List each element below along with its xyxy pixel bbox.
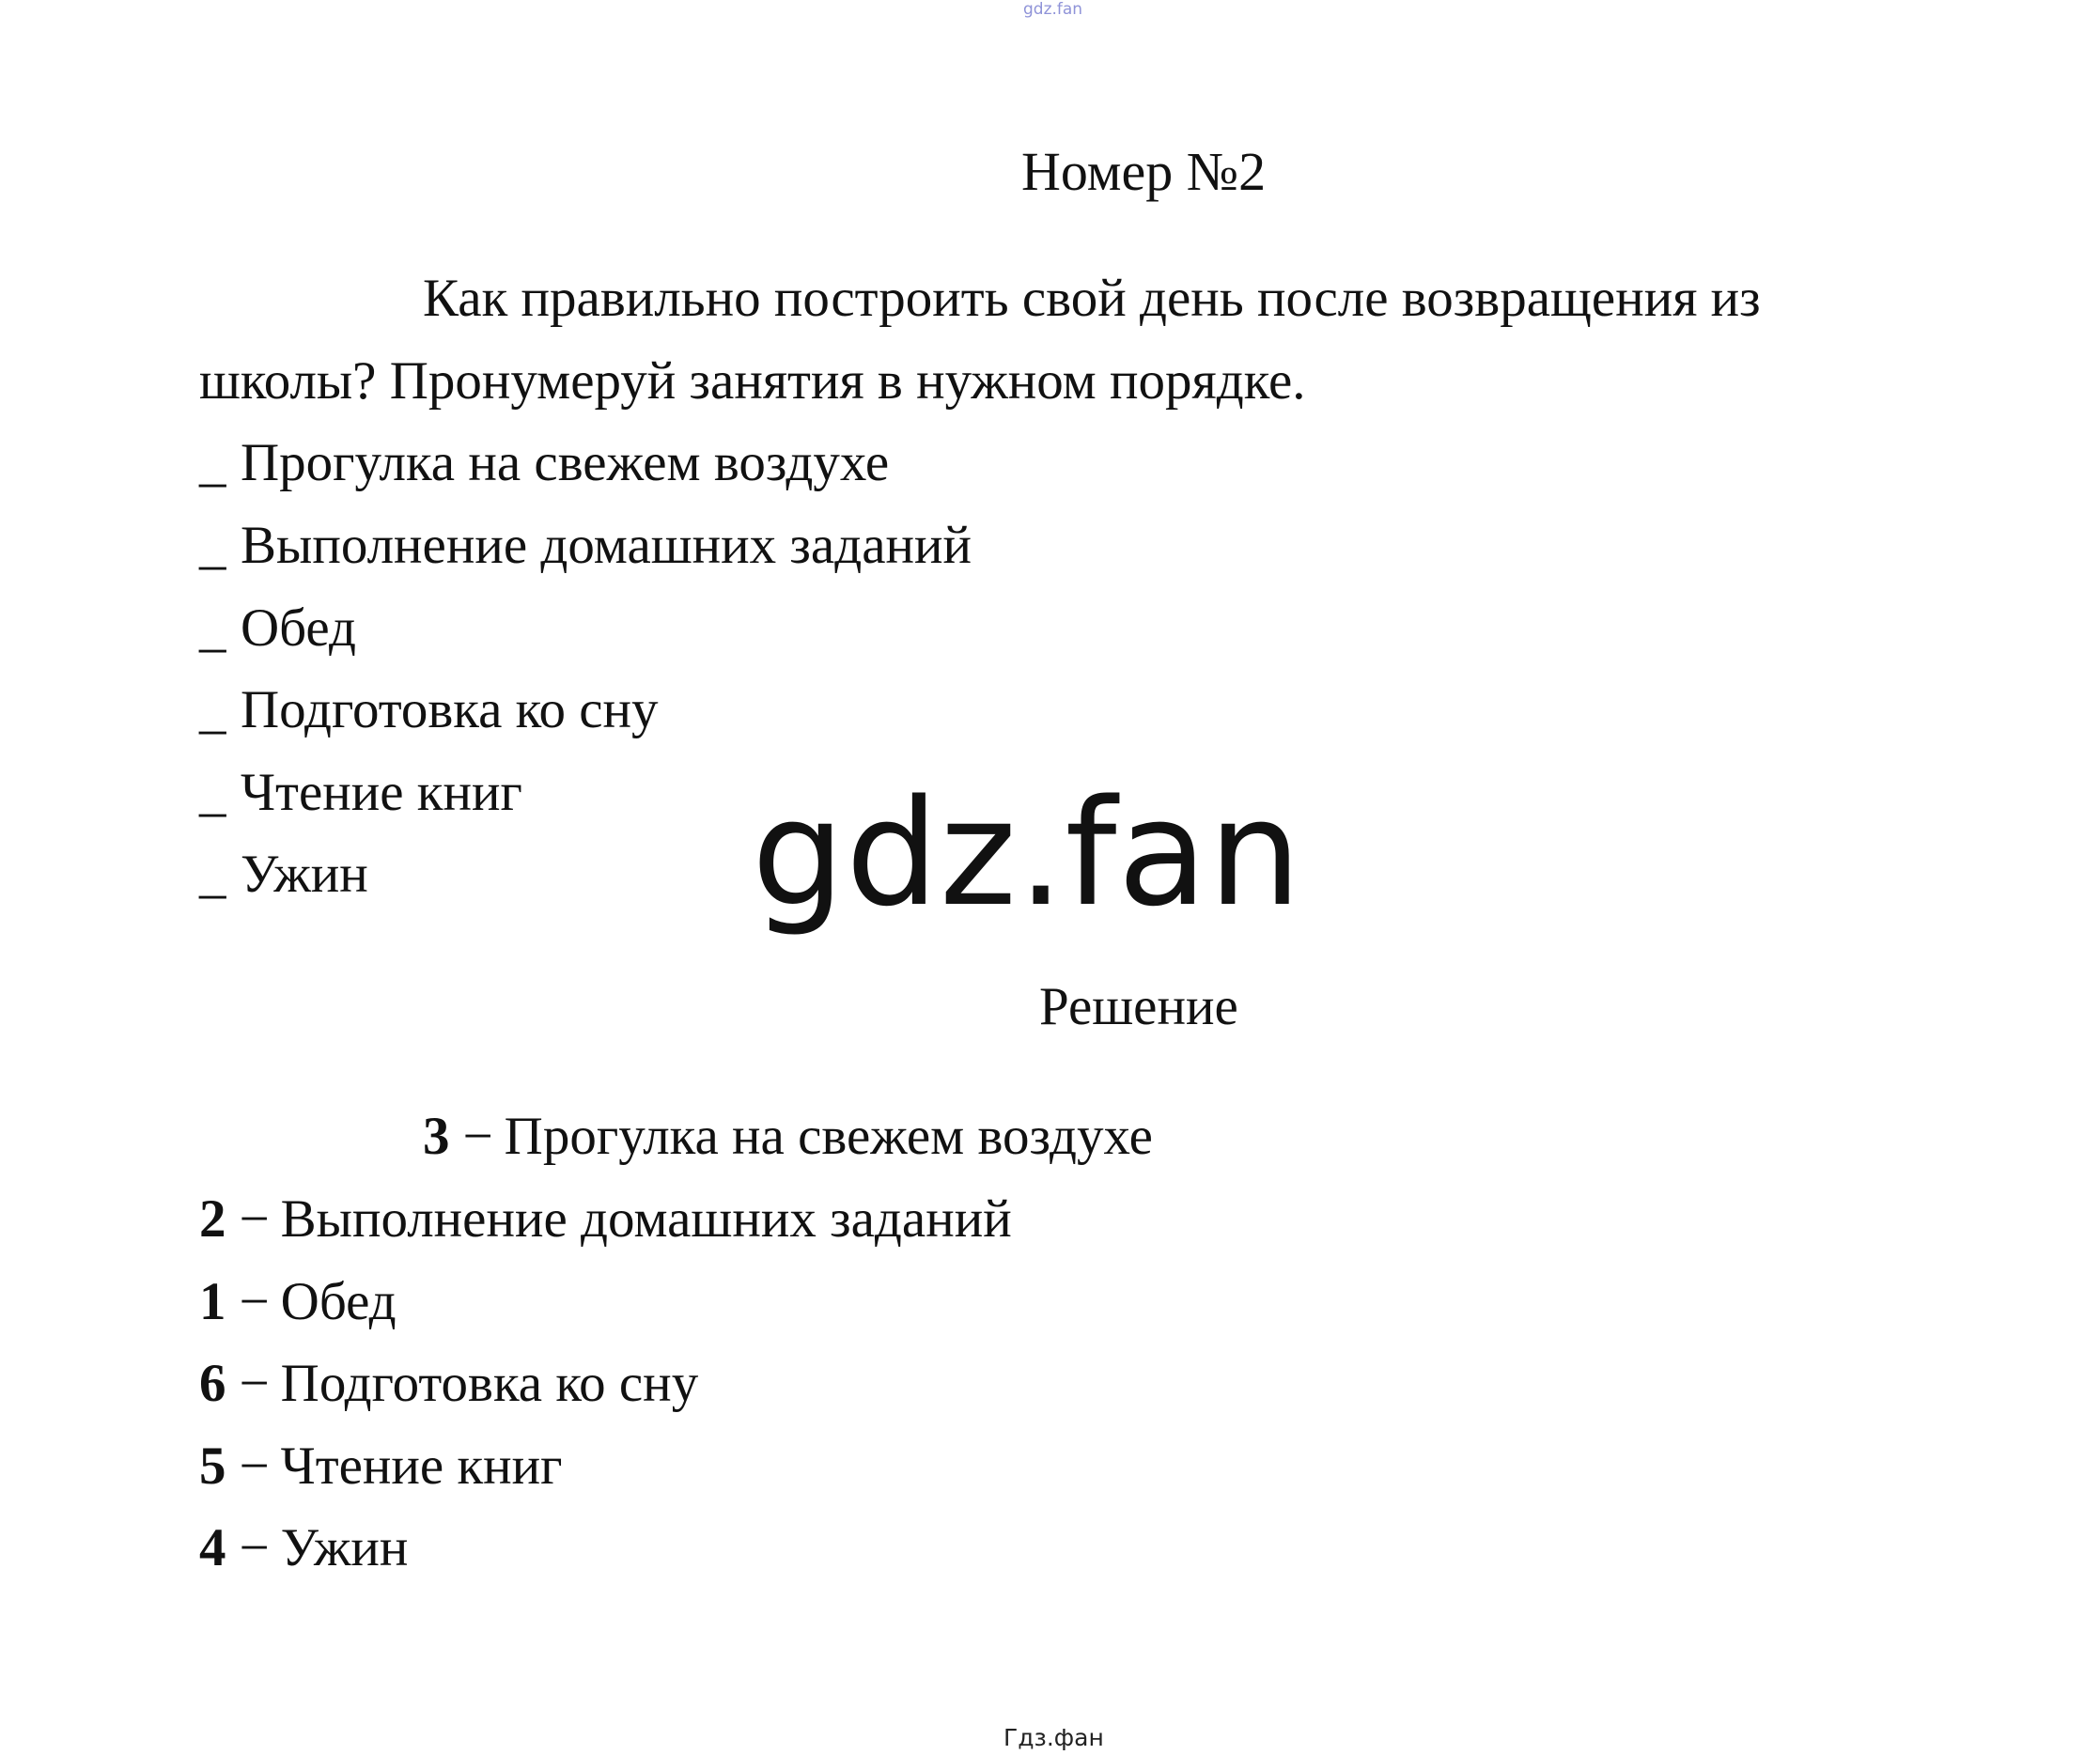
task-text-line-2: школы? Пронумеруй занятия в нужном порядке. bbox=[199, 351, 1306, 411]
blank-marker: _ bbox=[199, 516, 226, 575]
task-text-line-1: Как правильно построить свой день после возвращения из bbox=[423, 269, 1761, 328]
answer-dash: − bbox=[239, 1354, 270, 1413]
answer-label: Ужин bbox=[280, 1518, 409, 1577]
answer-dash: − bbox=[239, 1272, 270, 1331]
task-item-label: Подготовка ко сну bbox=[241, 680, 659, 739]
footer-watermark: Гдз.фан bbox=[1003, 1724, 1104, 1751]
answer-row bbox=[423, 1107, 1153, 1166]
blank-marker: _ bbox=[199, 680, 226, 739]
answer-row bbox=[199, 1518, 409, 1577]
answer-number: 2 bbox=[199, 1189, 226, 1249]
answer-number: 5 bbox=[199, 1437, 226, 1496]
blank-marker: _ bbox=[199, 845, 226, 904]
task-item-label: Обед bbox=[241, 598, 356, 658]
solution-heading: Решение bbox=[1039, 977, 1238, 1036]
answer-row bbox=[199, 1272, 397, 1331]
page-title: Номер №2 bbox=[1021, 141, 1267, 202]
answer-row bbox=[199, 1354, 699, 1413]
answer-dash: − bbox=[239, 1518, 270, 1577]
task-item bbox=[199, 516, 972, 575]
task-item bbox=[199, 598, 356, 658]
answer-number: 1 bbox=[199, 1272, 226, 1331]
answer-number: 6 bbox=[199, 1354, 226, 1413]
answer-label: Чтение книг bbox=[280, 1437, 563, 1496]
task-item bbox=[199, 433, 890, 492]
answer-dash: − bbox=[462, 1107, 493, 1166]
blank-marker: _ bbox=[199, 763, 226, 822]
blank-marker: _ bbox=[199, 598, 226, 658]
task-item-label: Чтение книг bbox=[241, 763, 522, 822]
blank-marker: _ bbox=[199, 433, 226, 492]
task-item-label: Прогулка на свежем воздухе bbox=[241, 433, 890, 492]
answer-number: 4 bbox=[199, 1518, 226, 1577]
answer-label: Прогулка на свежем воздухе bbox=[504, 1107, 1153, 1166]
answer-label: Подготовка ко сну bbox=[280, 1354, 699, 1413]
task-item-label: Выполнение домашних заданий bbox=[241, 516, 972, 575]
top-watermark: gdz.fan bbox=[1023, 0, 1083, 19]
answer-number: 3 bbox=[423, 1107, 450, 1166]
answer-dash: − bbox=[239, 1437, 270, 1496]
answer-dash: − bbox=[239, 1189, 270, 1249]
task-item-label: Ужин bbox=[241, 845, 368, 904]
task-item bbox=[199, 845, 368, 904]
answer-row bbox=[199, 1189, 1012, 1249]
task-item bbox=[199, 763, 522, 822]
answer-label: Выполнение домашних заданий bbox=[280, 1189, 1012, 1249]
center-watermark: gdz.fan bbox=[752, 768, 1302, 939]
answer-row bbox=[199, 1437, 563, 1496]
answer-label: Обед bbox=[280, 1272, 397, 1331]
task-item bbox=[199, 680, 659, 739]
